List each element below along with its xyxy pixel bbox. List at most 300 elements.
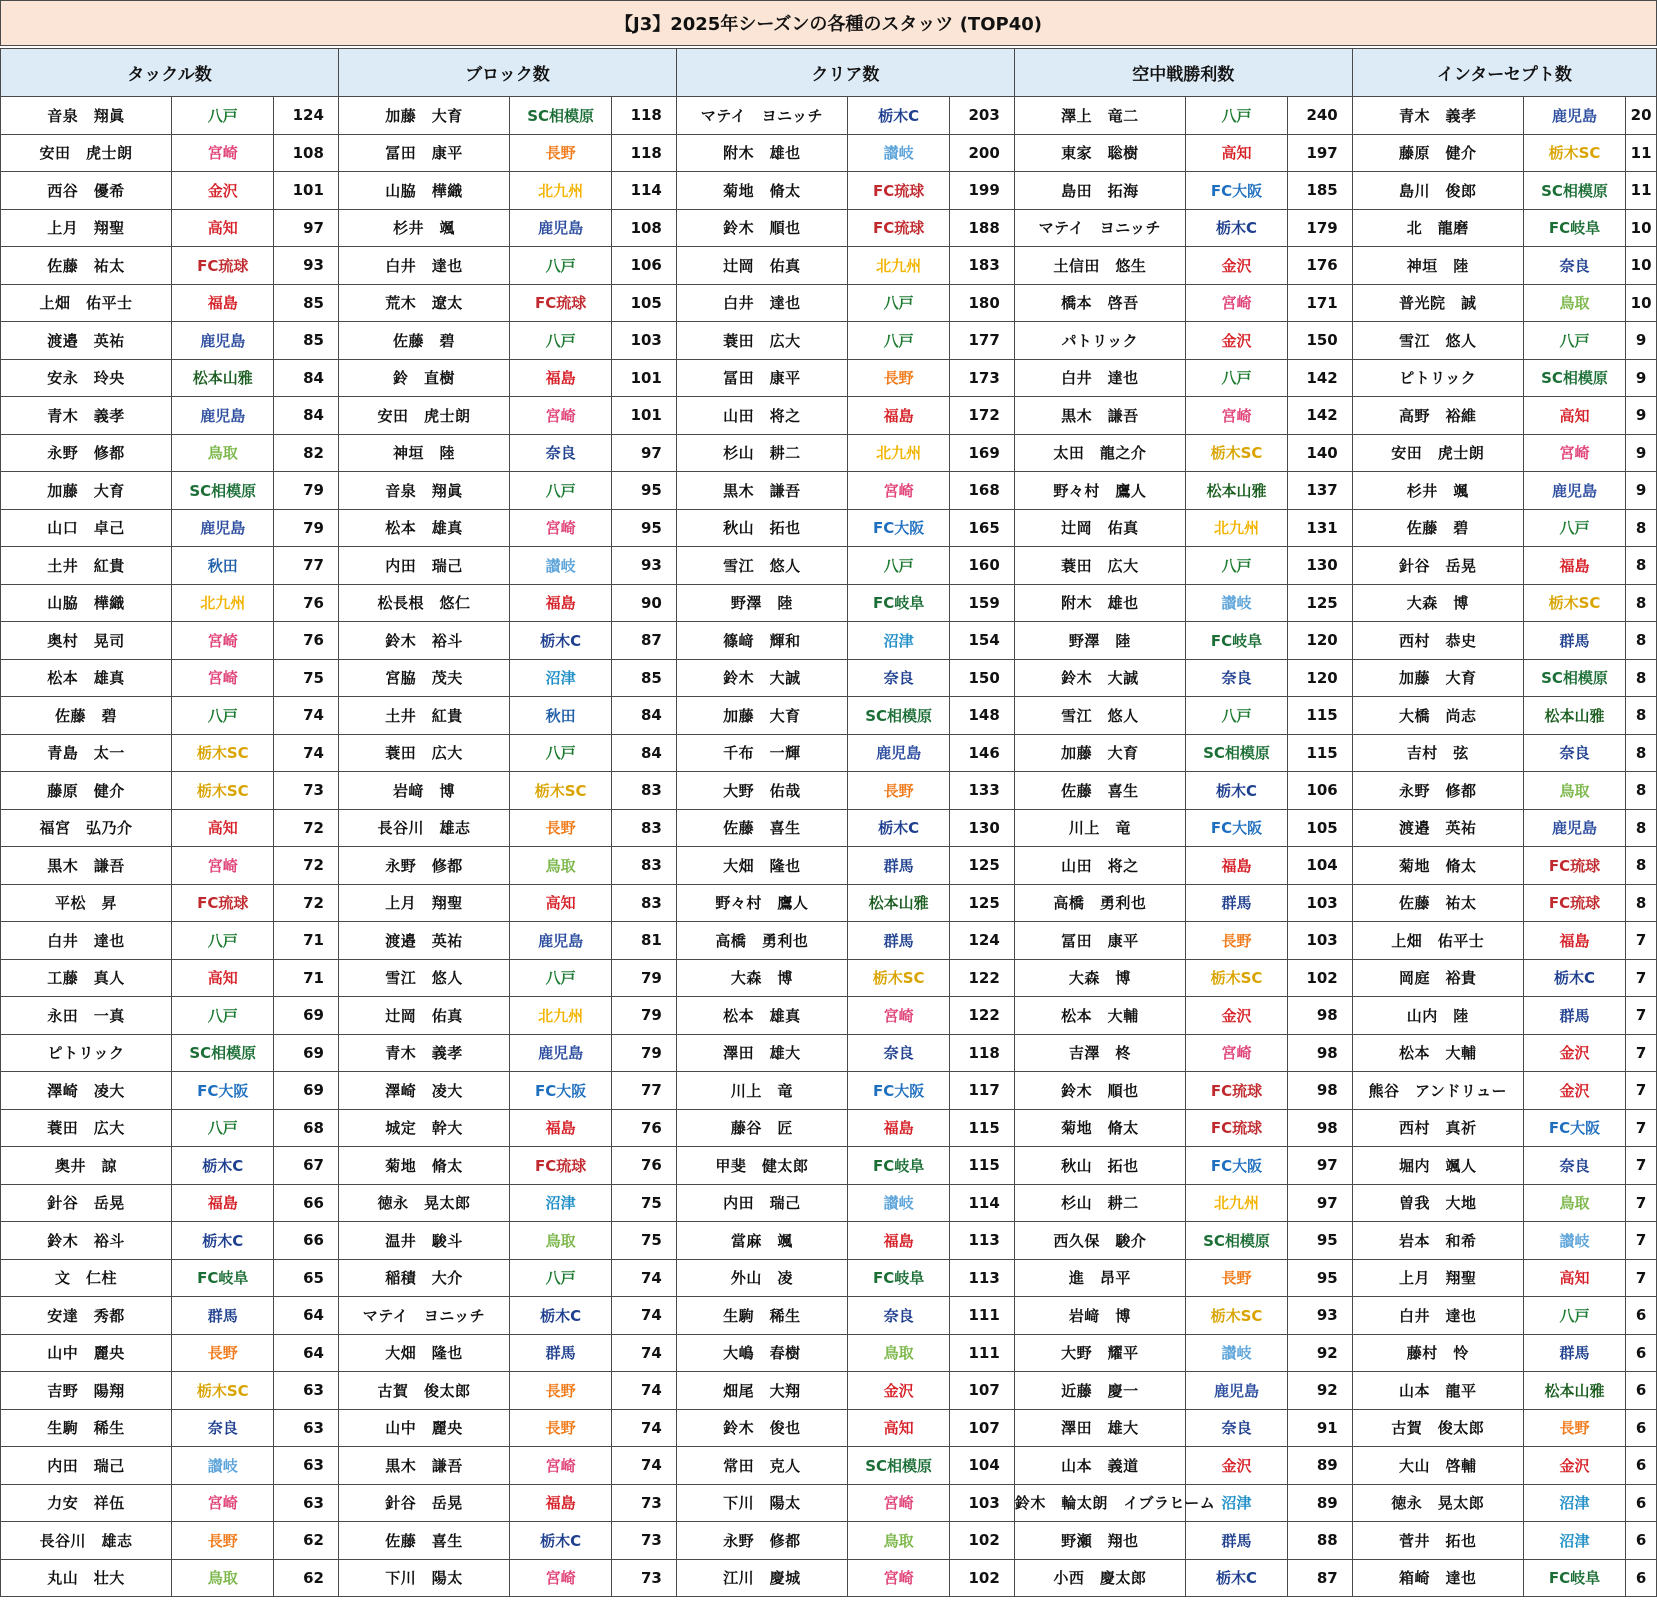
- blocks-player-name[interactable]: 上月 翔聖: [338, 884, 509, 922]
- aerials-stat-value[interactable]: 120: [1288, 622, 1353, 660]
- blocks-stat-value[interactable]: 84: [612, 734, 677, 772]
- clears-player-name[interactable]: 白井 達也: [676, 284, 847, 322]
- interceptions-player-name[interactable]: 神垣 陸: [1352, 247, 1523, 285]
- clears-stat-value[interactable]: 203: [950, 97, 1015, 135]
- blocks-player-name[interactable]: 荒木 遼太: [338, 284, 509, 322]
- tackles-stat-value[interactable]: 85: [274, 284, 339, 322]
- aerials-team-name[interactable]: 鹿児島: [1185, 1372, 1287, 1410]
- aerials-stat-value[interactable]: 185: [1288, 172, 1353, 210]
- clears-team-name[interactable]: 福島: [847, 1109, 949, 1147]
- interceptions-stat-value[interactable]: 6: [1626, 1559, 1657, 1597]
- aerials-player-name[interactable]: 島田 拓海: [1014, 172, 1185, 210]
- interceptions-stat-value[interactable]: 8: [1626, 547, 1657, 585]
- blocks-player-name[interactable]: 渡邉 英祐: [338, 922, 509, 960]
- clears-player-name[interactable]: 蓑田 広大: [676, 322, 847, 360]
- clears-team-name[interactable]: 福島: [847, 397, 949, 435]
- clears-team-name[interactable]: 八戸: [847, 547, 949, 585]
- interceptions-stat-value[interactable]: 7: [1626, 997, 1657, 1035]
- aerials-player-name[interactable]: 野々村 鷹人: [1014, 472, 1185, 510]
- clears-stat-value[interactable]: 125: [950, 884, 1015, 922]
- blocks-team-name[interactable]: 福島: [509, 584, 611, 622]
- clears-stat-value[interactable]: 200: [950, 134, 1015, 172]
- interceptions-team-name[interactable]: 鹿児島: [1523, 472, 1625, 510]
- interceptions-team-name[interactable]: 宮崎: [1523, 434, 1625, 472]
- aerials-team-name[interactable]: 奈良: [1185, 1409, 1287, 1447]
- clears-player-name[interactable]: 千布 一輝: [676, 734, 847, 772]
- tackles-team-name[interactable]: 福島: [172, 284, 274, 322]
- blocks-player-name[interactable]: 宮脇 茂夫: [338, 659, 509, 697]
- interceptions-team-name[interactable]: 鹿児島: [1523, 809, 1625, 847]
- aerials-player-name[interactable]: 太田 龍之介: [1014, 434, 1185, 472]
- clears-stat-value[interactable]: 180: [950, 284, 1015, 322]
- blocks-stat-value[interactable]: 90: [612, 584, 677, 622]
- blocks-player-name[interactable]: 針谷 岳晃: [338, 1484, 509, 1522]
- clears-stat-value[interactable]: 199: [950, 172, 1015, 210]
- interceptions-stat-value[interactable]: 9: [1626, 472, 1657, 510]
- tackles-team-name[interactable]: SC相模原: [172, 1034, 274, 1072]
- blocks-team-name[interactable]: 八戸: [509, 1259, 611, 1297]
- clears-player-name[interactable]: 外山 凌: [676, 1259, 847, 1297]
- clears-player-name[interactable]: 佐藤 喜生: [676, 809, 847, 847]
- interceptions-team-name[interactable]: 栃木SC: [1523, 134, 1625, 172]
- aerials-player-name[interactable]: 川上 竜: [1014, 809, 1185, 847]
- clears-player-name[interactable]: 黒木 謙吾: [676, 472, 847, 510]
- aerials-team-name[interactable]: 福島: [1185, 847, 1287, 885]
- interceptions-team-name[interactable]: 高知: [1523, 1259, 1625, 1297]
- clears-stat-value[interactable]: 103: [950, 1484, 1015, 1522]
- tackles-player-name[interactable]: 土井 紅貴: [1, 547, 172, 585]
- interceptions-stat-value[interactable]: 6: [1626, 1334, 1657, 1372]
- clears-player-name[interactable]: 冨田 康平: [676, 359, 847, 397]
- aerials-team-name[interactable]: 讃岐: [1185, 584, 1287, 622]
- blocks-player-name[interactable]: 大畑 隆也: [338, 1334, 509, 1372]
- clears-player-name[interactable]: 附木 雄也: [676, 134, 847, 172]
- aerials-team-name[interactable]: 群馬: [1185, 884, 1287, 922]
- aerials-team-name[interactable]: 長野: [1185, 1259, 1287, 1297]
- aerials-stat-value[interactable]: 106: [1288, 772, 1353, 810]
- tackles-player-name[interactable]: 山中 麗央: [1, 1334, 172, 1372]
- tackles-player-name[interactable]: 文 仁柱: [1, 1259, 172, 1297]
- aerials-player-name[interactable]: 佐藤 喜生: [1014, 772, 1185, 810]
- clears-team-name[interactable]: SC相模原: [847, 1447, 949, 1485]
- interceptions-stat-value[interactable]: 7: [1626, 1072, 1657, 1110]
- tackles-stat-value[interactable]: 69: [274, 1072, 339, 1110]
- clears-player-name[interactable]: 大畑 隆也: [676, 847, 847, 885]
- aerials-team-name[interactable]: 八戸: [1185, 359, 1287, 397]
- aerials-team-name[interactable]: FC琉球: [1185, 1072, 1287, 1110]
- tackles-player-name[interactable]: 松本 雄真: [1, 659, 172, 697]
- aerials-team-name[interactable]: 群馬: [1185, 1522, 1287, 1560]
- tackles-stat-value[interactable]: 72: [274, 847, 339, 885]
- tackles-team-name[interactable]: SC相模原: [172, 472, 274, 510]
- blocks-stat-value[interactable]: 83: [612, 772, 677, 810]
- interceptions-player-name[interactable]: 堀内 颯人: [1352, 1147, 1523, 1185]
- aerials-player-name[interactable]: 澤上 竜二: [1014, 97, 1185, 135]
- interceptions-team-name[interactable]: 奈良: [1523, 734, 1625, 772]
- interceptions-player-name[interactable]: 菅井 拓也: [1352, 1522, 1523, 1560]
- aerials-player-name[interactable]: 加藤 大育: [1014, 734, 1185, 772]
- aerials-player-name[interactable]: 鈴木 順也: [1014, 1072, 1185, 1110]
- clears-player-name[interactable]: 山田 将之: [676, 397, 847, 435]
- clears-stat-value[interactable]: 118: [950, 1034, 1015, 1072]
- clears-stat-value[interactable]: 113: [950, 1222, 1015, 1260]
- interceptions-team-name[interactable]: 金沢: [1523, 1034, 1625, 1072]
- clears-team-name[interactable]: 福島: [847, 1222, 949, 1260]
- blocks-stat-value[interactable]: 74: [612, 1409, 677, 1447]
- blocks-team-name[interactable]: 沼津: [509, 1184, 611, 1222]
- blocks-stat-value[interactable]: 76: [612, 1147, 677, 1185]
- tackles-player-name[interactable]: 安達 秀都: [1, 1297, 172, 1335]
- blocks-player-name[interactable]: 鈴木 裕斗: [338, 622, 509, 660]
- category-header-clears[interactable]: クリア数: [676, 49, 1014, 97]
- aerials-team-name[interactable]: FC大阪: [1185, 172, 1287, 210]
- tackles-player-name[interactable]: 永田 一真: [1, 997, 172, 1035]
- tackles-stat-value[interactable]: 67: [274, 1147, 339, 1185]
- blocks-stat-value[interactable]: 74: [612, 1372, 677, 1410]
- interceptions-team-name[interactable]: 八戸: [1523, 509, 1625, 547]
- interceptions-team-name[interactable]: FC琉球: [1523, 847, 1625, 885]
- blocks-player-name[interactable]: 青木 義孝: [338, 1034, 509, 1072]
- aerials-stat-value[interactable]: 103: [1288, 884, 1353, 922]
- tackles-team-name[interactable]: 長野: [172, 1522, 274, 1560]
- interceptions-stat-value[interactable]: 8: [1626, 734, 1657, 772]
- interceptions-player-name[interactable]: 山本 龍平: [1352, 1372, 1523, 1410]
- aerials-team-name[interactable]: 高知: [1185, 134, 1287, 172]
- tackles-player-name[interactable]: 鈴木 裕斗: [1, 1222, 172, 1260]
- clears-team-name[interactable]: 八戸: [847, 322, 949, 360]
- blocks-stat-value[interactable]: 106: [612, 247, 677, 285]
- clears-stat-value[interactable]: 168: [950, 472, 1015, 510]
- blocks-team-name[interactable]: 鳥取: [509, 1222, 611, 1260]
- aerials-player-name[interactable]: 大野 耀平: [1014, 1334, 1185, 1372]
- clears-team-name[interactable]: 金沢: [847, 1372, 949, 1410]
- interceptions-player-name[interactable]: 岡庭 裕貴: [1352, 959, 1523, 997]
- aerials-stat-value[interactable]: 131: [1288, 509, 1353, 547]
- tackles-player-name[interactable]: 奥村 晃司: [1, 622, 172, 660]
- clears-team-name[interactable]: 栃木C: [847, 97, 949, 135]
- aerials-stat-value[interactable]: 171: [1288, 284, 1353, 322]
- clears-team-name[interactable]: 長野: [847, 772, 949, 810]
- aerials-stat-value[interactable]: 103: [1288, 922, 1353, 960]
- tackles-player-name[interactable]: 澤崎 凌大: [1, 1072, 172, 1110]
- interceptions-player-name[interactable]: 上畑 佑平士: [1352, 922, 1523, 960]
- clears-player-name[interactable]: 杉山 耕二: [676, 434, 847, 472]
- blocks-stat-value[interactable]: 83: [612, 884, 677, 922]
- aerials-stat-value[interactable]: 92: [1288, 1372, 1353, 1410]
- tackles-team-name[interactable]: 秋田: [172, 547, 274, 585]
- aerials-team-name[interactable]: 讃岐: [1185, 1334, 1287, 1372]
- blocks-player-name[interactable]: 鈴 直樹: [338, 359, 509, 397]
- interceptions-player-name[interactable]: 安田 虎士朗: [1352, 434, 1523, 472]
- tackles-team-name[interactable]: 奈良: [172, 1409, 274, 1447]
- clears-player-name[interactable]: 大森 博: [676, 959, 847, 997]
- blocks-stat-value[interactable]: 79: [612, 1034, 677, 1072]
- tackles-stat-value[interactable]: 66: [274, 1222, 339, 1260]
- aerials-stat-value[interactable]: 98: [1288, 1034, 1353, 1072]
- tackles-stat-value[interactable]: 69: [274, 997, 339, 1035]
- clears-team-name[interactable]: SC相模原: [847, 697, 949, 735]
- clears-stat-value[interactable]: 102: [950, 1559, 1015, 1597]
- interceptions-player-name[interactable]: 西村 真祈: [1352, 1109, 1523, 1147]
- interceptions-team-name[interactable]: 鳥取: [1523, 772, 1625, 810]
- blocks-stat-value[interactable]: 73: [612, 1559, 677, 1597]
- blocks-stat-value[interactable]: 83: [612, 809, 677, 847]
- interceptions-player-name[interactable]: 佐藤 碧: [1352, 509, 1523, 547]
- interceptions-player-name[interactable]: 杉井 颯: [1352, 472, 1523, 510]
- interceptions-stat-value[interactable]: 6: [1626, 1522, 1657, 1560]
- tackles-stat-value[interactable]: 72: [274, 809, 339, 847]
- interceptions-team-name[interactable]: FC岐阜: [1523, 1559, 1625, 1597]
- aerials-stat-value[interactable]: 87: [1288, 1559, 1353, 1597]
- blocks-stat-value[interactable]: 83: [612, 847, 677, 885]
- interceptions-player-name[interactable]: 上月 翔聖: [1352, 1259, 1523, 1297]
- tackles-player-name[interactable]: 丸山 壮大: [1, 1559, 172, 1597]
- clears-stat-value[interactable]: 115: [950, 1147, 1015, 1185]
- aerials-player-name[interactable]: 野澤 陸: [1014, 622, 1185, 660]
- blocks-stat-value[interactable]: 74: [612, 1334, 677, 1372]
- interceptions-player-name[interactable]: 白井 達也: [1352, 1297, 1523, 1335]
- clears-player-name[interactable]: 川上 竜: [676, 1072, 847, 1110]
- interceptions-player-name[interactable]: 吉村 弦: [1352, 734, 1523, 772]
- tackles-player-name[interactable]: 安田 虎士朗: [1, 134, 172, 172]
- interceptions-stat-value[interactable]: 10: [1626, 209, 1657, 247]
- blocks-player-name[interactable]: 松本 雄真: [338, 509, 509, 547]
- tackles-player-name[interactable]: 渡邉 英祐: [1, 322, 172, 360]
- blocks-stat-value[interactable]: 76: [612, 1109, 677, 1147]
- aerials-player-name[interactable]: 蓑田 広大: [1014, 547, 1185, 585]
- clears-player-name[interactable]: 生駒 稀生: [676, 1297, 847, 1335]
- tackles-stat-value[interactable]: 101: [274, 172, 339, 210]
- aerials-team-name[interactable]: FC大阪: [1185, 809, 1287, 847]
- interceptions-stat-value[interactable]: 6: [1626, 1409, 1657, 1447]
- interceptions-stat-value[interactable]: 11: [1626, 172, 1657, 210]
- clears-player-name[interactable]: 鈴木 順也: [676, 209, 847, 247]
- clears-player-name[interactable]: 下川 陽太: [676, 1484, 847, 1522]
- tackles-team-name[interactable]: 栃木C: [172, 1222, 274, 1260]
- aerials-player-name[interactable]: 附木 雄也: [1014, 584, 1185, 622]
- clears-player-name[interactable]: 大嶋 春樹: [676, 1334, 847, 1372]
- blocks-team-name[interactable]: 長野: [509, 134, 611, 172]
- clears-player-name[interactable]: 畑尾 大翔: [676, 1372, 847, 1410]
- interceptions-team-name[interactable]: FC大阪: [1523, 1109, 1625, 1147]
- interceptions-team-name[interactable]: 栃木C: [1523, 959, 1625, 997]
- aerials-player-name[interactable]: 土信田 悠生: [1014, 247, 1185, 285]
- tackles-team-name[interactable]: 高知: [172, 959, 274, 997]
- blocks-player-name[interactable]: 温井 駿斗: [338, 1222, 509, 1260]
- blocks-team-name[interactable]: 長野: [509, 1409, 611, 1447]
- blocks-player-name[interactable]: 雪江 悠人: [338, 959, 509, 997]
- tackles-team-name[interactable]: 鹿児島: [172, 509, 274, 547]
- tackles-team-name[interactable]: 宮崎: [172, 134, 274, 172]
- clears-team-name[interactable]: 群馬: [847, 922, 949, 960]
- blocks-team-name[interactable]: 栃木C: [509, 1522, 611, 1560]
- aerials-player-name[interactable]: 高橋 勇利也: [1014, 884, 1185, 922]
- tackles-player-name[interactable]: 青島 太一: [1, 734, 172, 772]
- interceptions-player-name[interactable]: 高野 裕維: [1352, 397, 1523, 435]
- tackles-player-name[interactable]: 長谷川 雄志: [1, 1522, 172, 1560]
- blocks-stat-value[interactable]: 95: [612, 472, 677, 510]
- blocks-team-name[interactable]: 宮崎: [509, 397, 611, 435]
- tackles-stat-value[interactable]: 76: [274, 622, 339, 660]
- tackles-player-name[interactable]: 佐藤 祐太: [1, 247, 172, 285]
- tackles-stat-value[interactable]: 84: [274, 359, 339, 397]
- clears-stat-value[interactable]: 148: [950, 697, 1015, 735]
- blocks-stat-value[interactable]: 74: [612, 1447, 677, 1485]
- blocks-team-name[interactable]: 長野: [509, 1372, 611, 1410]
- aerials-stat-value[interactable]: 98: [1288, 1072, 1353, 1110]
- tackles-player-name[interactable]: 永野 修都: [1, 434, 172, 472]
- aerials-stat-value[interactable]: 89: [1288, 1447, 1353, 1485]
- clears-team-name[interactable]: 讃岐: [847, 1184, 949, 1222]
- tackles-stat-value[interactable]: 74: [274, 697, 339, 735]
- interceptions-stat-value[interactable]: 7: [1626, 1184, 1657, 1222]
- aerials-player-name[interactable]: パトリック: [1014, 322, 1185, 360]
- clears-team-name[interactable]: FC琉球: [847, 172, 949, 210]
- interceptions-player-name[interactable]: 雪江 悠人: [1352, 322, 1523, 360]
- aerials-stat-value[interactable]: 197: [1288, 134, 1353, 172]
- blocks-stat-value[interactable]: 74: [612, 1297, 677, 1335]
- interceptions-player-name[interactable]: 松本 大輔: [1352, 1034, 1523, 1072]
- blocks-team-name[interactable]: 八戸: [509, 247, 611, 285]
- blocks-player-name[interactable]: 稲積 大介: [338, 1259, 509, 1297]
- tackles-stat-value[interactable]: 97: [274, 209, 339, 247]
- interceptions-player-name[interactable]: 菊地 脩太: [1352, 847, 1523, 885]
- clears-stat-value[interactable]: 172: [950, 397, 1015, 435]
- clears-stat-value[interactable]: 160: [950, 547, 1015, 585]
- interceptions-player-name[interactable]: 藤原 健介: [1352, 134, 1523, 172]
- blocks-team-name[interactable]: 長野: [509, 809, 611, 847]
- blocks-stat-value[interactable]: 103: [612, 322, 677, 360]
- interceptions-team-name[interactable]: 奈良: [1523, 1147, 1625, 1185]
- interceptions-stat-value[interactable]: 9: [1626, 322, 1657, 360]
- tackles-team-name[interactable]: 鳥取: [172, 434, 274, 472]
- aerials-team-name[interactable]: FC大阪: [1185, 1147, 1287, 1185]
- interceptions-team-name[interactable]: 沼津: [1523, 1484, 1625, 1522]
- clears-team-name[interactable]: 宮崎: [847, 997, 949, 1035]
- tackles-player-name[interactable]: 平松 昇: [1, 884, 172, 922]
- tackles-player-name[interactable]: 山脇 樺織: [1, 584, 172, 622]
- blocks-player-name[interactable]: 佐藤 碧: [338, 322, 509, 360]
- blocks-team-name[interactable]: 鹿児島: [509, 1034, 611, 1072]
- aerials-team-name[interactable]: 八戸: [1185, 547, 1287, 585]
- clears-stat-value[interactable]: 107: [950, 1372, 1015, 1410]
- blocks-team-name[interactable]: 福島: [509, 1109, 611, 1147]
- clears-team-name[interactable]: 宮崎: [847, 1559, 949, 1597]
- blocks-player-name[interactable]: 神垣 陸: [338, 434, 509, 472]
- interceptions-team-name[interactable]: 福島: [1523, 922, 1625, 960]
- aerials-stat-value[interactable]: 105: [1288, 809, 1353, 847]
- interceptions-player-name[interactable]: 加藤 大育: [1352, 659, 1523, 697]
- aerials-player-name[interactable]: 山本 義道: [1014, 1447, 1185, 1485]
- aerials-player-name[interactable]: 鈴木 輪太朗 イブラヒーム: [1014, 1484, 1185, 1522]
- aerials-player-name[interactable]: 澤田 雄大: [1014, 1409, 1185, 1447]
- blocks-player-name[interactable]: 永野 修都: [338, 847, 509, 885]
- interceptions-player-name[interactable]: 島川 俊郎: [1352, 172, 1523, 210]
- aerials-player-name[interactable]: 松本 大輔: [1014, 997, 1185, 1035]
- interceptions-stat-value[interactable]: 6: [1626, 1372, 1657, 1410]
- tackles-stat-value[interactable]: 82: [274, 434, 339, 472]
- aerials-player-name[interactable]: 橋本 啓吾: [1014, 284, 1185, 322]
- blocks-stat-value[interactable]: 75: [612, 1222, 677, 1260]
- clears-player-name[interactable]: 高橋 勇利也: [676, 922, 847, 960]
- aerials-team-name[interactable]: 栃木SC: [1185, 959, 1287, 997]
- tackles-team-name[interactable]: 長野: [172, 1334, 274, 1372]
- blocks-team-name[interactable]: 宮崎: [509, 509, 611, 547]
- blocks-player-name[interactable]: 冨田 康平: [338, 134, 509, 172]
- tackles-player-name[interactable]: 上月 翔聖: [1, 209, 172, 247]
- interceptions-player-name[interactable]: 箱崎 達也: [1352, 1559, 1523, 1597]
- clears-stat-value[interactable]: 150: [950, 659, 1015, 697]
- aerials-team-name[interactable]: 八戸: [1185, 97, 1287, 135]
- interceptions-stat-value[interactable]: 6: [1626, 1484, 1657, 1522]
- interceptions-player-name[interactable]: 大山 啓輔: [1352, 1447, 1523, 1485]
- blocks-team-name[interactable]: 沼津: [509, 659, 611, 697]
- interceptions-team-name[interactable]: 八戸: [1523, 322, 1625, 360]
- clears-stat-value[interactable]: 154: [950, 622, 1015, 660]
- clears-player-name[interactable]: 雪江 悠人: [676, 547, 847, 585]
- clears-team-name[interactable]: 奈良: [847, 1034, 949, 1072]
- interceptions-stat-value[interactable]: 7: [1626, 959, 1657, 997]
- blocks-player-name[interactable]: 岩﨑 博: [338, 772, 509, 810]
- clears-team-name[interactable]: 讃岐: [847, 134, 949, 172]
- interceptions-player-name[interactable]: 北 龍磨: [1352, 209, 1523, 247]
- tackles-stat-value[interactable]: 77: [274, 547, 339, 585]
- interceptions-stat-value[interactable]: 8: [1626, 622, 1657, 660]
- tackles-player-name[interactable]: 西谷 優希: [1, 172, 172, 210]
- interceptions-player-name[interactable]: 渡邉 英祐: [1352, 809, 1523, 847]
- clears-player-name[interactable]: 野々村 鷹人: [676, 884, 847, 922]
- interceptions-stat-value[interactable]: 7: [1626, 1109, 1657, 1147]
- aerials-stat-value[interactable]: 102: [1288, 959, 1353, 997]
- tackles-player-name[interactable]: 針谷 岳晃: [1, 1184, 172, 1222]
- blocks-player-name[interactable]: 加藤 大育: [338, 97, 509, 135]
- clears-player-name[interactable]: 甲斐 健太郎: [676, 1147, 847, 1185]
- interceptions-stat-value[interactable]: 10: [1626, 247, 1657, 285]
- interceptions-stat-value[interactable]: 8: [1626, 509, 1657, 547]
- interceptions-team-name[interactable]: 松本山雅: [1523, 1372, 1625, 1410]
- tackles-team-name[interactable]: 栃木SC: [172, 772, 274, 810]
- aerials-team-name[interactable]: 北九州: [1185, 509, 1287, 547]
- clears-stat-value[interactable]: 169: [950, 434, 1015, 472]
- blocks-stat-value[interactable]: 95: [612, 509, 677, 547]
- aerials-team-name[interactable]: SC相模原: [1185, 734, 1287, 772]
- interceptions-stat-value[interactable]: 8: [1626, 884, 1657, 922]
- clears-team-name[interactable]: 鹿児島: [847, 734, 949, 772]
- tackles-stat-value[interactable]: 108: [274, 134, 339, 172]
- tackles-stat-value[interactable]: 66: [274, 1184, 339, 1222]
- clears-team-name[interactable]: FC大阪: [847, 1072, 949, 1110]
- clears-player-name[interactable]: 秋山 拓也: [676, 509, 847, 547]
- clears-stat-value[interactable]: 173: [950, 359, 1015, 397]
- aerials-stat-value[interactable]: 179: [1288, 209, 1353, 247]
- aerials-player-name[interactable]: 進 昂平: [1014, 1259, 1185, 1297]
- aerials-team-name[interactable]: 奈良: [1185, 659, 1287, 697]
- blocks-team-name[interactable]: 八戸: [509, 959, 611, 997]
- tackles-player-name[interactable]: 上畑 佑平士: [1, 284, 172, 322]
- tackles-team-name[interactable]: FC琉球: [172, 247, 274, 285]
- clears-stat-value[interactable]: 183: [950, 247, 1015, 285]
- aerials-player-name[interactable]: 吉澤 柊: [1014, 1034, 1185, 1072]
- aerials-player-name[interactable]: 菊地 脩太: [1014, 1109, 1185, 1147]
- aerials-team-name[interactable]: 宮崎: [1185, 284, 1287, 322]
- aerials-player-name[interactable]: 鈴木 大誠: [1014, 659, 1185, 697]
- aerials-player-name[interactable]: 野瀬 翔也: [1014, 1522, 1185, 1560]
- aerials-stat-value[interactable]: 95: [1288, 1222, 1353, 1260]
- tackles-team-name[interactable]: 宮崎: [172, 659, 274, 697]
- tackles-stat-value[interactable]: 64: [274, 1297, 339, 1335]
- tackles-stat-value[interactable]: 74: [274, 734, 339, 772]
- tackles-player-name[interactable]: 福宮 弘乃介: [1, 809, 172, 847]
